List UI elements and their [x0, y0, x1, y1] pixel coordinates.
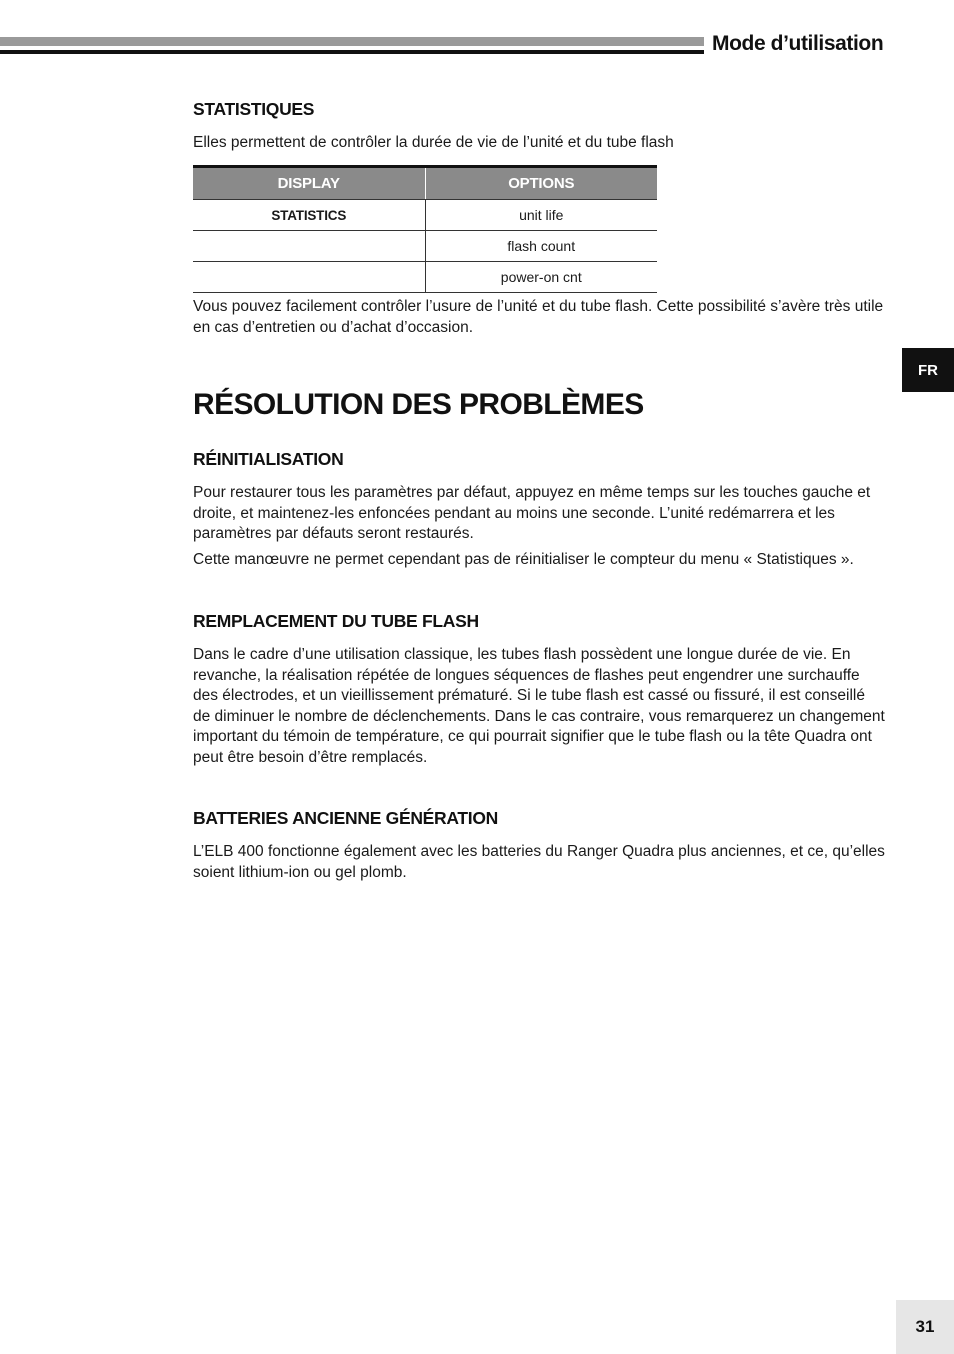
flash-tube-heading: REMPLACEMENT DU TUBE FLASH	[193, 611, 479, 631]
statistiques-intro: Elles permettent de contrôler la durée de vie de l’unité et du tube flash	[193, 134, 674, 151]
reset-heading: RÉINITIALISATION	[193, 449, 344, 469]
table-cell-display: STATISTICS	[271, 207, 347, 223]
table-header-options: OPTIONS	[425, 168, 658, 199]
table-cell-option: unit life	[425, 200, 658, 230]
table-row	[193, 199, 657, 230]
header-gray-bar	[0, 37, 704, 46]
reset-paragraph-2: Cette manœuvre ne permet cependant pas de réinitialiser le compteur du menu « Statistiques ».	[193, 551, 854, 568]
page-number	[896, 1300, 954, 1354]
language-label: FR	[918, 361, 938, 379]
statistiques-heading: STATISTIQUES	[193, 99, 315, 119]
table-cell-option: power-on cnt	[425, 262, 658, 292]
batteries-paragraph: L’ELB 400 fonctionne également avec les batteries du Ranger Quadra plus anciennes, et ce, qu’elles soient lithium-ion ou gel plomb.	[193, 843, 885, 881]
troubleshooting-title: RÉSOLUTION DES PROBLÈMES	[193, 388, 644, 421]
page-number-label: 31	[915, 1317, 935, 1336]
table-header-display: DISPLAY	[277, 175, 340, 192]
flash-tube-paragraph: Dans le cadre d’une utilisation classique, les tubes flash possèdent une longue durée de vie. En revanche, la réalisation répétée de longues séquences de flashes peut engendrer une surchauffe des électrodes, et un vieillissement prématuré. Si le tube flash est cassé ou fissuré, il est conseillé de diminuer le nombre de déclenchements. Dans le cas contraire, vous remarquerez un changement important du témoin de température, ce qui pourrait signifier que le tube flash ou la tête Quadra ont peut être besoin d’être remplacés.	[193, 646, 885, 766]
table-header-row	[193, 168, 657, 199]
table-row	[193, 230, 657, 261]
batteries-heading: BATTERIES ANCIENNE GÉNÉRATION	[193, 808, 499, 828]
statistiques-after-text: Vous pouvez facilement contrôler l’usure de l’unité et du tube flash. Cette possibilité s’avère très utile en cas d’entretien ou d’achat d’occasion.	[193, 298, 884, 336]
header-black-bar	[0, 50, 704, 54]
table-cell-display	[193, 231, 425, 261]
section-title: Mode d’utilisation	[712, 32, 884, 55]
statistics-table	[193, 165, 657, 293]
reset-paragraph-1: Pour restaurer tous les paramètres par défaut, appuyez en même temps sur les touches gauche et droite, et maintenez-les enfoncées pendant au moins une seconde. L’unité redémarrera et les paramètres par défauts seront restaurés.	[193, 484, 871, 542]
table-cell-option: flash count	[425, 231, 658, 261]
language-tab	[902, 348, 954, 392]
table-cell-display	[193, 262, 425, 292]
table-row	[193, 261, 657, 293]
